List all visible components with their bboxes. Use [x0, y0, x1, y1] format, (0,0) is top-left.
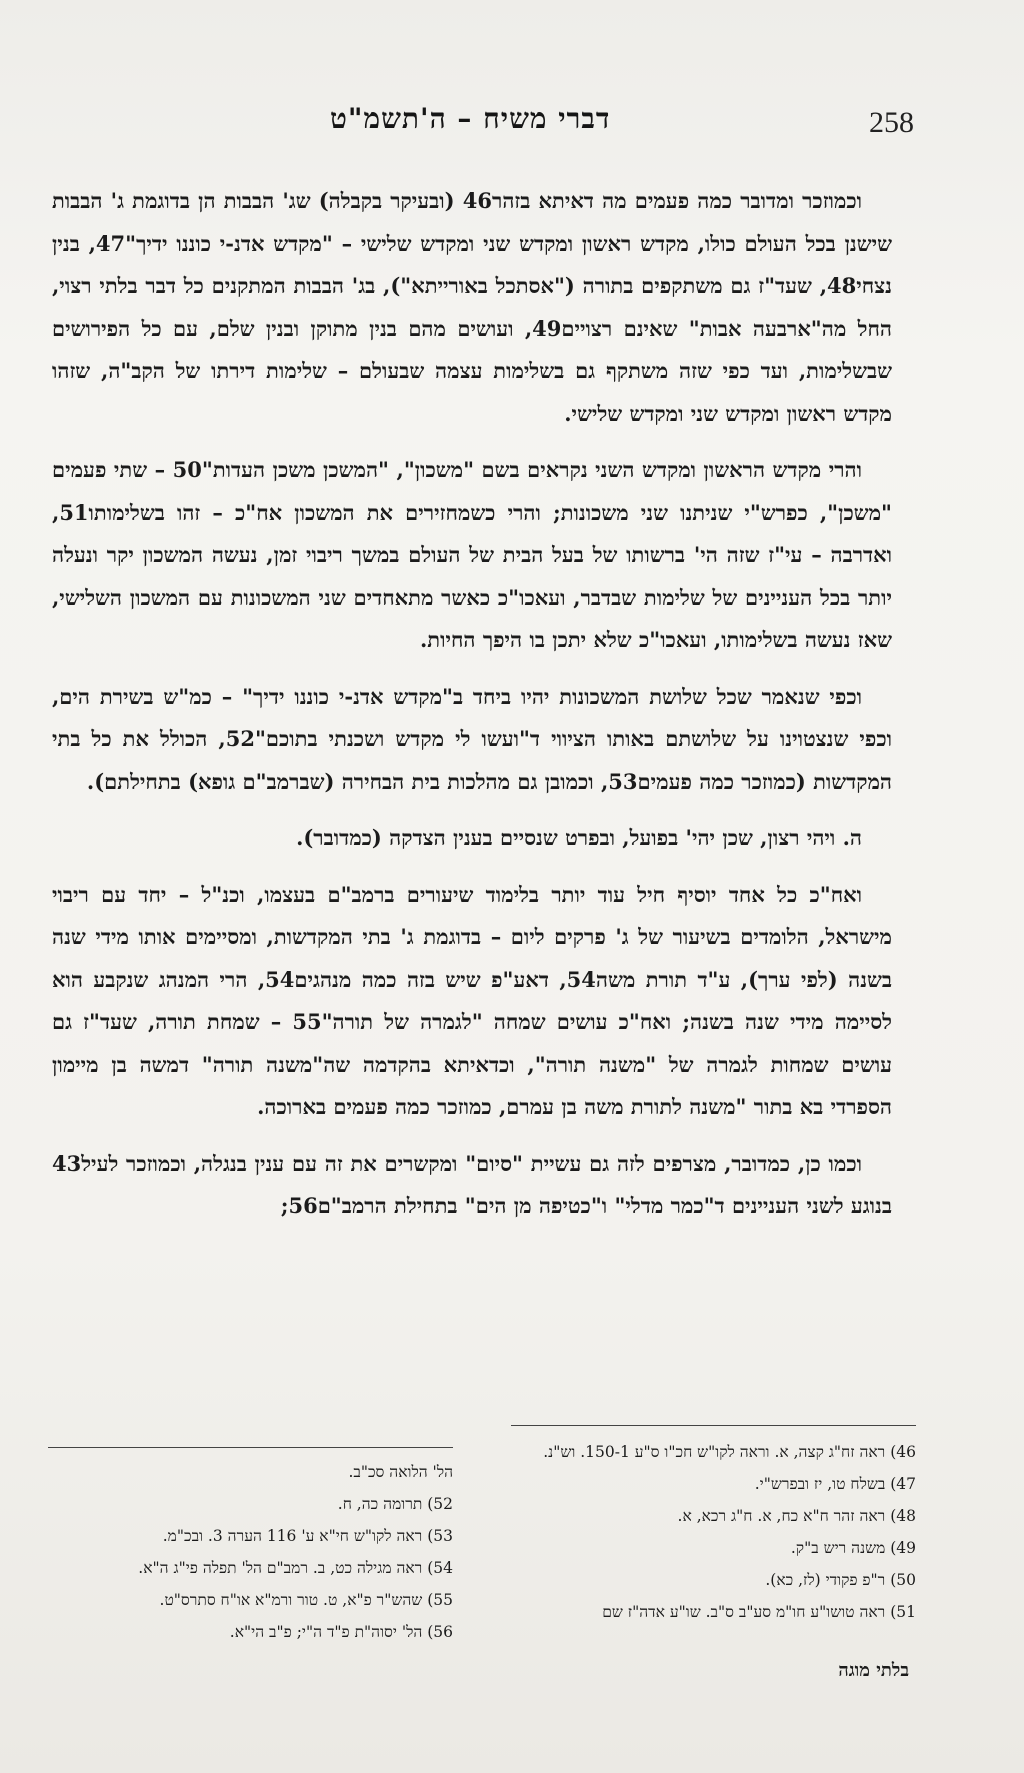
- main-text: [52, 180, 892, 1242]
- footnote: 50) ר"פ פקודי (לז, כא).: [765, 1571, 916, 1589]
- footnote: 52) תרומה כה, ח.: [337, 1495, 453, 1513]
- page-number: 258: [869, 106, 914, 139]
- footnote: 46) ראה זח"ג קצה, א. וראה לקו"ש חכ"ו ס"ע 150-1. וש"נ.: [543, 1443, 916, 1461]
- footnote: 56) הל' יסוה"ת פ"ד ה"י; פ"ב הי"א.: [229, 1623, 453, 1641]
- paragraph: והרי מקדש הראשון ומקדש השני נקראים בשם "משכון", "המשכן משכן העדות"50 – שתי פעמים "משכן", כפרש"י שניתנו שני משכונות; והרי כשמחזירים את המשכון אח"כ – זהו בשלימותו51, ואדרבה – עי"ז שזה הי' ברשותו של בעל הבית של העולם במשך ריבוי זמן, נעשה המשכון יקר ונעלה יותר בכל העניינים של שלימות שבדבר, ועאכו"כ כאשר מתאחדים שני המשכונות עם המשכון השלישי, שאז נעשה בשלימותו, ועאכו"כ שלא יתכן בו היפך החיות.: [52, 457, 892, 652]
- footnote: הל' הלואה סכ"ב.: [348, 1463, 453, 1481]
- paragraph: ואח"כ כל אחד יוסיף חיל עוד יותר בלימוד שיעורים ברמב"ם בעצמו, וכנ"ל – יחד עם ריבוי מישראל, הלומדים בשיעור של ג' פרקים ליום – בדוגמת ג' בתי המקדשות, ומסיימים אותו מידי שנה בשנה (לפי ערך), ע"ד תורת משה54, דאע"פ שיש בזה כמה מנהגים54, הרי המנהג שנקבע הוא לסיימה מידי שנה בשנה; ואח"כ עושים שמחה "לגמרה של תורה"55 – שמחת תורה, שעד"ז גם עושים שמחות לגמרה של "משנה תורה", וכדאיתא בהקדמה שה"משנה תורה" דמשה בן מיימון הספרדי בא בתור "משנה לתורת משה בן עמרם, כמוזכר כמה פעמים בארוכה.: [52, 881, 893, 1119]
- footnote: 51) ראה טושו"ע חו"מ סע"ב ס"ב. שו"ע אדה"ז שם: [602, 1603, 916, 1621]
- paragraph: וכמו כן, כמדובר, מצרפים לזה גם עשיית "סיום" ומקשרים את זה עם ענין בנגלה, וכמוזכר לעיל43 בנוגע לשני העניינים ד"כמר מדלי" ו"כטיפה מן הים" בתחילת הרמב"ם56;: [52, 1150, 892, 1218]
- page-header: [40, 82, 914, 142]
- footnotes: [48, 1425, 916, 1685]
- paragraph: ה. ויהי רצון, שכן יהי' בפועל, ובפרט שנסיים בענין הצדקה (כמדובר).: [296, 825, 862, 850]
- running-title: דברי משיח – ה'תשמ"ט: [330, 102, 611, 135]
- not-proofread-stamp: בלתי מוגה: [838, 1660, 909, 1681]
- paragraph: וכמוזכר ומדובר כמה פעמים מה דאיתא בזהר46 (ובעיקר בקבלה) שג' הבבות הן בדוגמת ג' הבבות שישנן בכל העולם כולו, מקדש ראשון ומקדש שני ומקדש שלישי – "מקדש אדנ-י כוננו ידיך"47, בנין נצחי48, שעד"ז גם משתקפים בתורה ("אסתכל באורייתא"), בג' הבבות המתקנים כל דבר בלתי רצוי, החל מה"ארבעה אבות" שאינם רצויים49, ועושים מהם בנין מתוקן ובנין שלם, עם כל הפירושים שבשלימות, ועד כפי שזה משתקף גם בשלימות עצמה שבעולם – שלימות דירתו של הקב"ה, שזהו מקדש ראשון ומקדש שני ומקדש שלישי.: [52, 188, 892, 426]
- footnote: 49) משנה ריש ב"ק.: [790, 1539, 916, 1557]
- footnote: 54) ראה מגילה כט, ב. רמב"ם הל' תפלה פי"ג ה"א.: [138, 1559, 453, 1577]
- footnote: 55) שהש"ר פ"א, ט. טור ורמ"א או"ח סתרס"ט.: [159, 1591, 453, 1609]
- footnotes-right-column: [511, 1425, 916, 1628]
- footnote: 53) ראה לקו"ש חי"א ע' 116 הערה 3. ובכ"מ.: [162, 1527, 453, 1545]
- footnote: 48) ראה זהר ח"א כח, א. ח"ג רכא, א.: [677, 1507, 916, 1525]
- footnote: 47) בשלח טו, יז ובפרש"י.: [754, 1475, 916, 1493]
- footnotes-left-column: [48, 1447, 453, 1648]
- paragraph: וכפי שנאמר שכל שלושת המשכונות יהיו ביחד ב"מקדש אדנ-י כוננו ידיך" – כמ"ש בשירת הים, וכפי שנצטוינו על שלושתם באותו הציווי ד"ועשו לי מקדש ושכנתי בתוכם"52, הכולל את כל בתי המקדשות (כמוזכר כמה פעמים53, וכמובן גם מהלכות בית הבחירה (שברמב"ם גופא) בתחילתם).: [52, 683, 892, 794]
